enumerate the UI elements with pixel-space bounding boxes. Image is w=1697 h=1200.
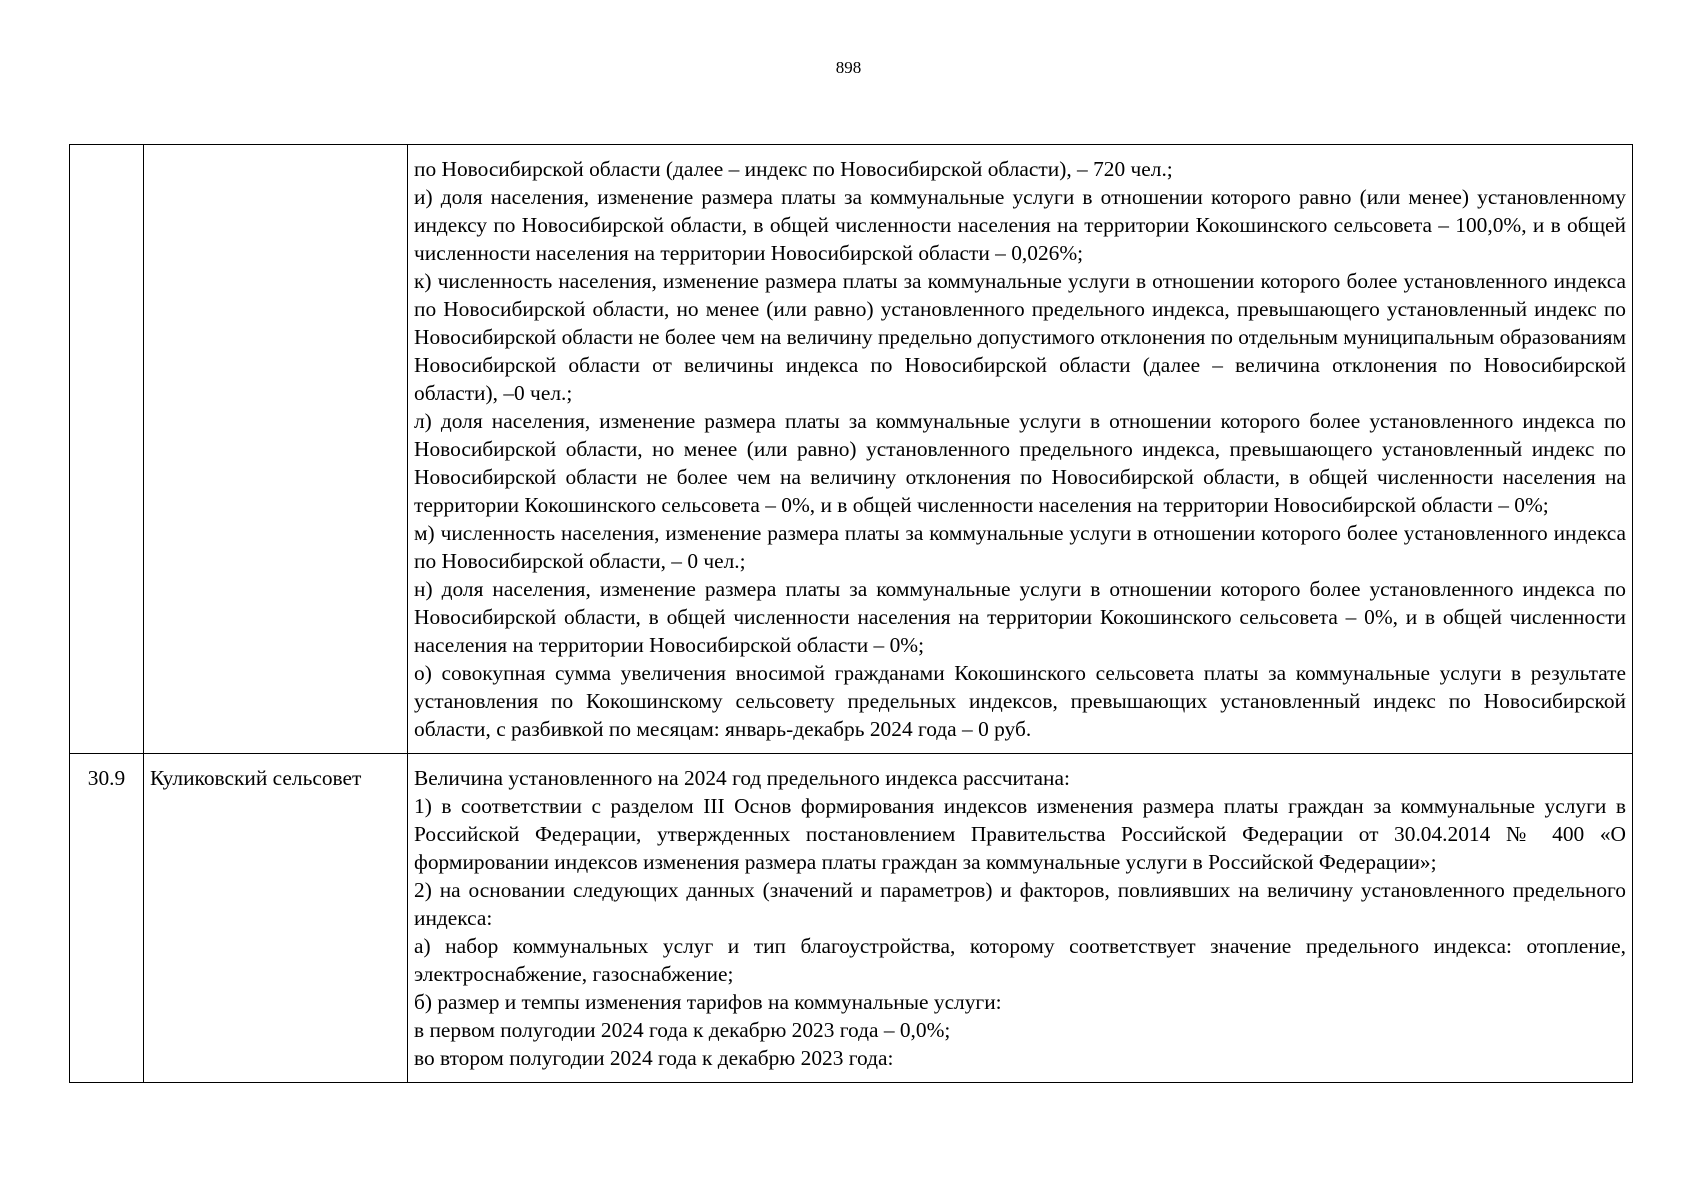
paragraph: Величина установленного на 2024 год предельного индекса рассчитана: — [414, 766, 1070, 790]
table-row — [70, 754, 1633, 1083]
paragraph: по Новосибирской области (далее – индекс по Новосибирской области), – 720 чел.; — [414, 157, 1173, 181]
paragraph: м) численность населения, изменение размера платы за коммунальные услуги в отношении которого более установленного индекса по Новосибирской области, – 0 чел.; — [414, 521, 1626, 573]
page-number: 898 — [835, 58, 862, 77]
paragraph: 1) в соответствии с разделом III Основ формирования индексов изменения размера платы граждан за коммунальные услуги в Российской Федерации, утвержденных постановлением Правительства Российской Федерации от 30.04.2014 № 400 «О формировании индексов изменения размера платы граждан за коммунальные услуги в Российской Федерации»; — [414, 794, 1626, 874]
municipality-name-cell — [144, 145, 408, 754]
paragraph: 2) на основании следующих данных (значений и параметров) и факторов, повлиявших на величину установленного предельного индекса: — [414, 878, 1626, 930]
table-row — [70, 145, 1633, 754]
paragraph: а) набор коммунальных услуг и тип благоустройства, которому соответствует значение предельного индекса: отопление, электроснабжение, газоснабжение; — [414, 934, 1626, 986]
row-number-cell: 30.9 — [70, 754, 144, 1083]
paragraph: н) доля населения, изменение размера платы за коммунальные услуги в отношении которого более установленного индекса по Новосибирской области, в общей численности населения на территории Кокошинского сельсовета – 0%, и в общей численности населения на территории Новосибирской области – 0%; — [414, 577, 1626, 657]
paragraph: и) доля населения, изменение размера платы за коммунальные услуги в отношении которого равно (или менее) установленному индексу по Новосибирской области, в общей численности населения на территории Кокошинского сельсовета – 100,0%, и в общей численности населения на территории Новосибирской области – 0,026%; — [414, 185, 1626, 265]
municipality-name-cell: Куликовский сельсовет — [144, 754, 408, 1083]
paragraph: в первом полугодии 2024 года к декабрю 2023 года – 0,0%; — [414, 1018, 951, 1042]
paragraph: о) совокупная сумма увеличения вносимой гражданами Кокошинского сельсовета платы за коммунальные услуги в результате установления по Кокошинскому сельсовету предельных индексов, превышающих установленный индекс по Новосибирской области, с разбивкой по месяцам: январь-декабрь 2024 года – 0 руб. — [414, 661, 1626, 741]
description-cell — [408, 754, 1633, 1083]
paragraph: к) численность населения, изменение размера платы за коммунальные услуги в отношении которого более установленного индекса по Новосибирской области, но менее (или равно) установленного предельного индекса, превышающего установленный индекс по Новосибирской области не более чем на величину предельно допустимого отклонения по отдельным муниципальным образованиям Новосибирской области от величины индекса по Новосибирской области (далее – величина отклонения по Новосибирской области), –0 чел.; — [414, 269, 1626, 405]
paragraph: л) доля населения, изменение размера платы за коммунальные услуги в отношении которого более установленного индекса по Новосибирской области, но менее (или равно) установленного предельного индекса, превышающего установленный индекс по Новосибирской области не более чем на величину отклонения по Новосибирской области, в общей численности населения на территории Кокошинского сельсовета – 0%, и в общей численности населения на территории Новосибирской области – 0%; — [414, 409, 1626, 517]
document-table — [69, 144, 1633, 1083]
paragraph: б) размер и темпы изменения тарифов на коммунальные услуги: — [414, 990, 1002, 1014]
description-cell — [408, 145, 1633, 754]
paragraph: во втором полугодии 2024 года к декабрю 2023 года: — [414, 1046, 894, 1070]
row-number-cell — [70, 145, 144, 754]
